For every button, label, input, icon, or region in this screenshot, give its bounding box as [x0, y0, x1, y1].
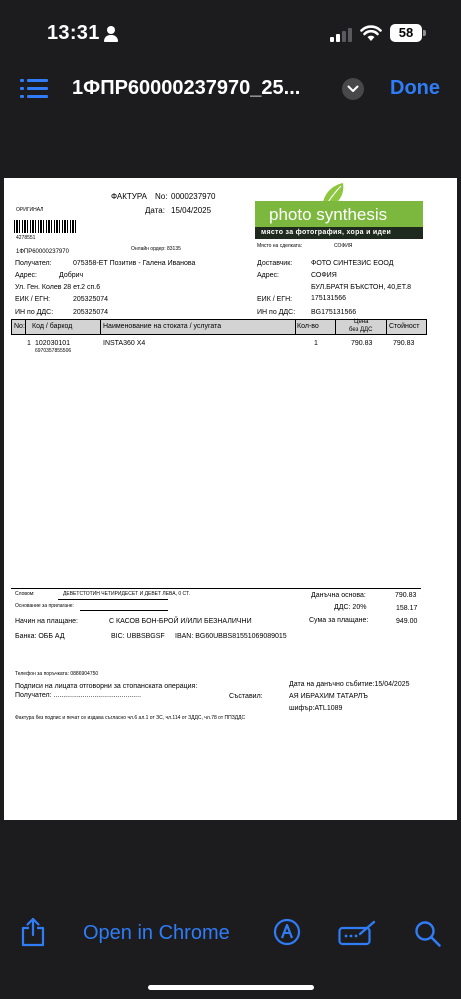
battery-tip: [423, 30, 426, 36]
navigation-bar: [0, 66, 461, 112]
signatures-label: Подписи на лицата отговорни за стопанската операция:: [15, 683, 198, 690]
original-label: ОРИГИНАЛ: [16, 207, 44, 213]
markup-icon[interactable]: [273, 918, 301, 946]
row-price: 790.83: [351, 340, 373, 347]
receiver-label: Получател: .............................................: [15, 692, 142, 699]
photo-synthesis-logo: [255, 182, 423, 239]
logo-brand-b: synthesis: [316, 205, 388, 224]
recipient-vat: 205325074: [73, 309, 109, 316]
row-qty: 1: [314, 340, 318, 347]
place-label: Място на сделката:: [257, 243, 303, 249]
phone-label: Телефон за поръчката: 0886904750: [15, 671, 99, 677]
supplier-vat-label: ИН по ДДС:: [257, 309, 296, 316]
words-value: ДЕВЕТСТОТИН ЧЕТИРИДЕСЕТ И ДЕВЕТ ЛЕВА, 0 СТ.: [63, 591, 190, 597]
words-label: Словом:: [15, 591, 35, 597]
composer-name: АЯ ИБРАХИМ ТАТАРЛЪ: [289, 693, 368, 700]
recipient-street: Ул. Ген. Колев 28 ет.2 сп.6: [15, 284, 101, 291]
place-value: СОФИЯ: [334, 243, 353, 249]
row-barcode: 6970357855506: [35, 348, 72, 354]
online-order: Онлайн ордер: 83135: [131, 246, 181, 252]
recipient-eik: 205325074: [73, 296, 109, 303]
col-price-sub: без ДДС: [349, 327, 373, 333]
col-no: No:: [14, 323, 25, 330]
person-icon: [104, 26, 118, 42]
logo-tagline: място за фотография, хора и идеи: [261, 229, 392, 236]
tax-base-label: Данъчна основа:: [311, 592, 366, 599]
cellular-signal-icon: [330, 26, 352, 42]
basis-underline: [80, 610, 168, 611]
row-code: 102030101: [35, 340, 71, 347]
bic-value: BIC: UBBSBGSF: [111, 633, 165, 640]
vat-value: 158.17: [396, 605, 418, 612]
footer-divider: [11, 588, 421, 589]
composer-label: Съставил:: [229, 693, 263, 700]
supplier-label: Доставчик:: [257, 260, 293, 267]
words-underline: [58, 599, 168, 600]
invoice-number: 0000237970: [171, 192, 216, 201]
tax-base-value: 790.83: [395, 592, 417, 599]
supplier-city: СОФИЯ: [311, 272, 337, 279]
chevron-down-icon: [347, 84, 359, 94]
barcode: [14, 220, 76, 233]
ref-number: 1ФПР60000237970: [16, 249, 69, 255]
title-menu-button[interactable]: [342, 78, 364, 100]
recipient-label: Получател:: [15, 260, 52, 267]
col-code: Код / баркод: [32, 323, 73, 330]
invoice-page: [4, 178, 457, 820]
basis-label: Основание за прилагане:: [15, 603, 74, 609]
pay-method-label: Начин на плащане:: [15, 618, 78, 625]
iban-value: IBAN: BG60UBBS81551069089015: [175, 633, 287, 640]
recipient-vat-label: ИН по ДДС:: [15, 309, 54, 316]
invoice-number-label: No:: [155, 192, 168, 201]
total-value: 949.00: [396, 618, 418, 625]
supplier-vat: BG175131566: [311, 309, 357, 316]
list-icon[interactable]: [20, 78, 48, 100]
supplier-eik: 175131566: [311, 295, 347, 302]
logo-brand-a: photo: [269, 205, 312, 224]
recipient-address-label: Адрес:: [15, 272, 37, 279]
document-title[interactable]: 1ФПР60000237970_25...: [72, 77, 301, 99]
home-indicator[interactable]: [148, 985, 314, 990]
col-name: Наименование на стоката / услугата: [103, 323, 222, 330]
row-total: 790.83: [393, 340, 415, 347]
open-in-chrome-button[interactable]: Open in Chrome: [83, 922, 230, 944]
wifi-icon: [360, 24, 382, 42]
supplier-address-label: Адрес:: [257, 272, 279, 279]
bank-label: Банка: ОББ АД: [15, 633, 65, 640]
col-price: Цена: [354, 319, 369, 325]
recipient-name: 075358-ЕТ Позитив - Галена Иванова: [73, 260, 196, 267]
col-qty: Кол-во: [297, 323, 319, 330]
supplier-street: БУЛ.БРАТЯ БЪКСТОН, 40,ЕТ.8: [311, 284, 412, 291]
items-table-header: [11, 319, 427, 335]
tax-event-date: Дата на данъчно събитие:15/04/2025: [289, 681, 410, 688]
legal-note: Фактура без подпис и печат се издава съгласно чл.6 ал.1 от ЗС, чл.114 от ЗДДС, чл.78 от ППЗДДС: [15, 715, 246, 721]
barcode-number: 4278551: [16, 235, 36, 241]
status-bar: [0, 0, 461, 66]
col-total: Стойност: [389, 323, 420, 330]
battery-icon: 58: [390, 24, 422, 42]
recipient-city: Добрич: [59, 272, 84, 279]
sign-fill-icon[interactable]: [338, 920, 378, 946]
invoice-date-label: Дата:: [145, 206, 165, 215]
total-label: Сума за плащане:: [309, 617, 369, 624]
row-name: INSTA360 X4: [103, 340, 146, 347]
search-icon[interactable]: [414, 920, 442, 948]
row-no: 1: [27, 340, 31, 347]
status-time: 13:31: [47, 22, 100, 44]
done-button[interactable]: Done: [390, 77, 440, 99]
share-icon[interactable]: [20, 917, 46, 947]
supplier-name: ФОТО СИНТЕЗИС ЕООД: [311, 260, 394, 267]
invoice-date: 15/04/2025: [171, 206, 212, 215]
supplier-eik-label: ЕИК / ЕГН:: [257, 296, 293, 303]
pay-method-value: С КАСОВ БОН-БРОЙ И/ИЛИ БЕЗНАЛИЧНИ: [109, 618, 252, 625]
recipient-eik-label: ЕИК / ЕГН:: [15, 296, 51, 303]
vat-label: ДДС: 20%: [334, 604, 367, 611]
invoice-title: ФАКТУРА: [111, 192, 148, 201]
composer-cipher: шифър:ATL1089: [289, 705, 343, 712]
